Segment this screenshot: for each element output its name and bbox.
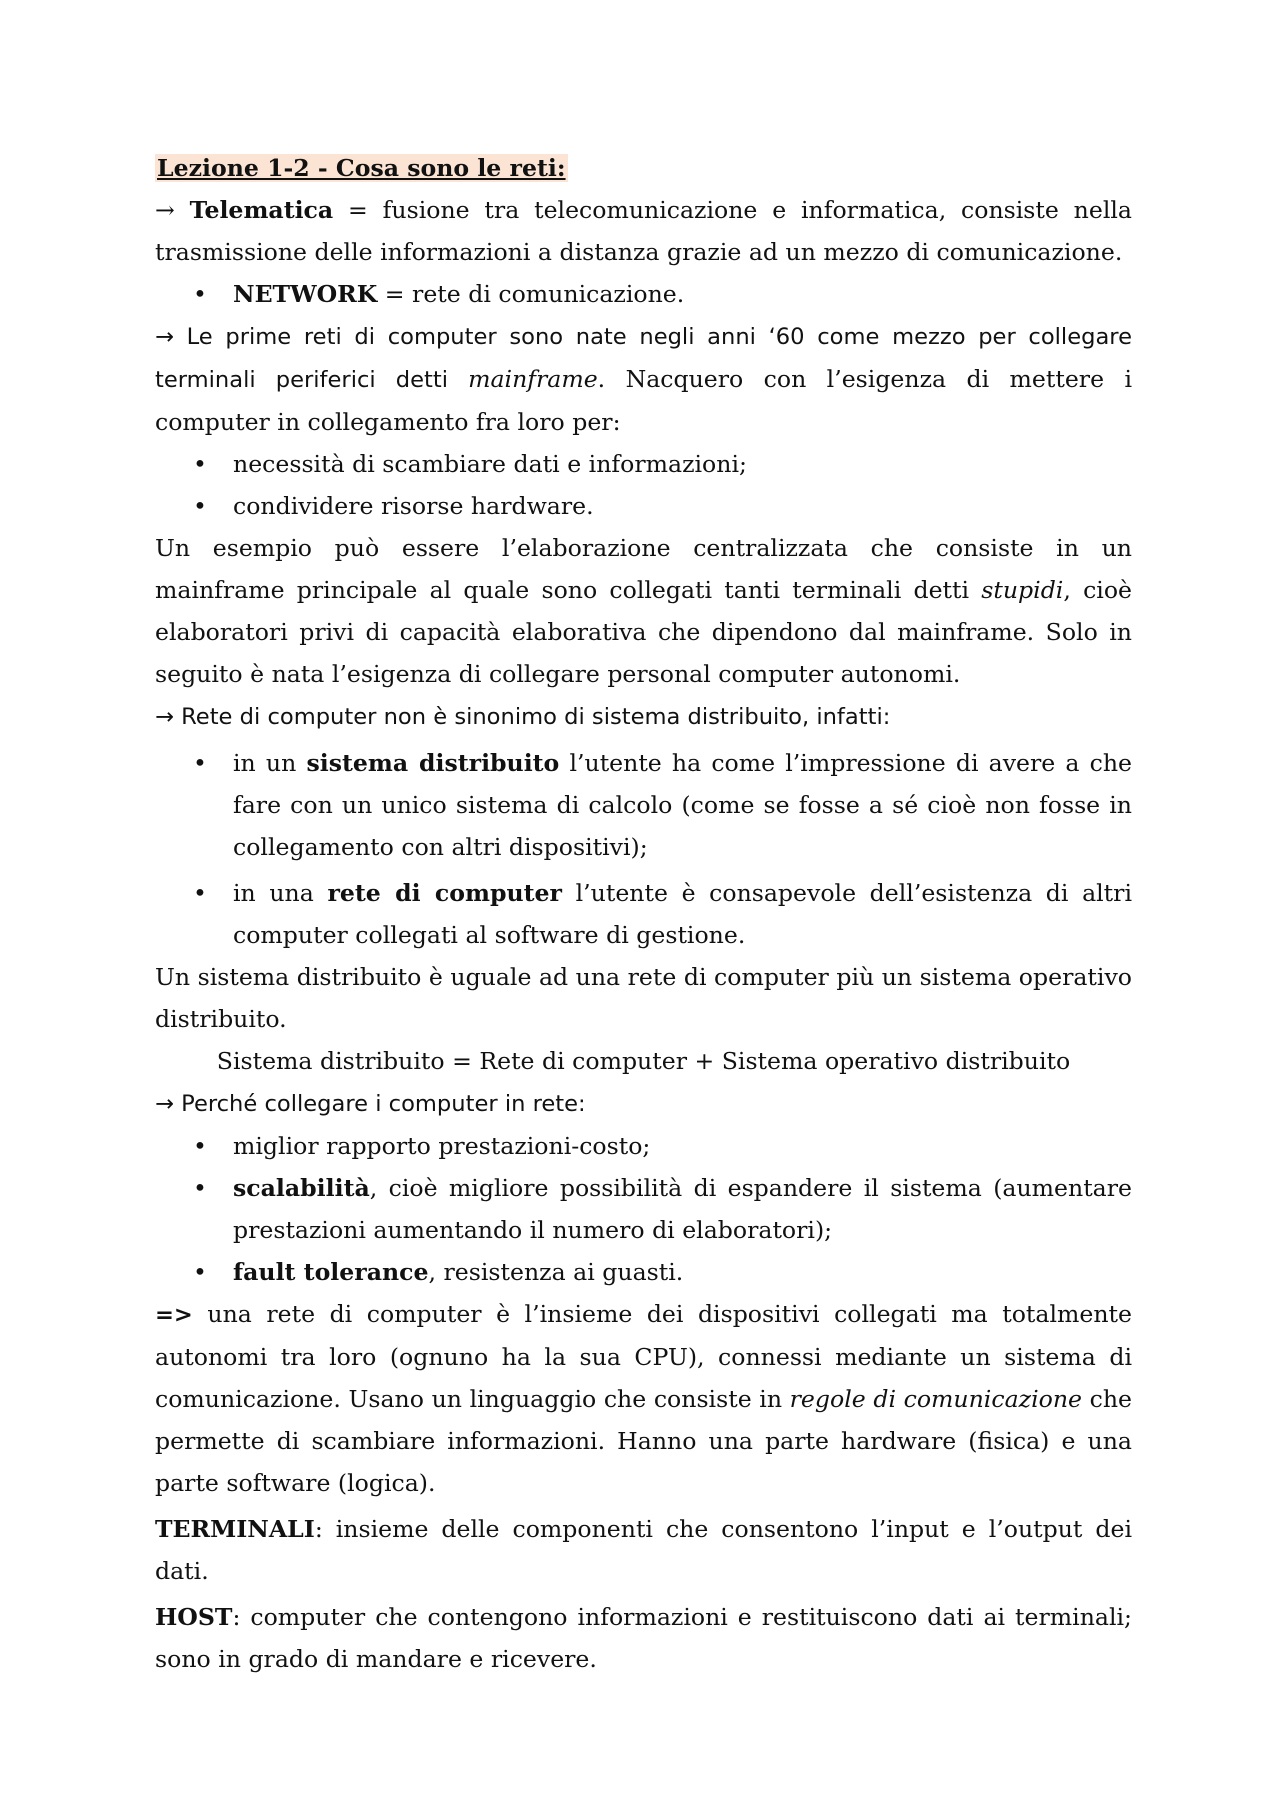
perche-line: → Perché collegare i computer in rete: [155,1091,586,1117]
host-term: HOST [155,1603,233,1631]
arrow-icon: → [155,704,174,730]
list-item: • scalabilità, cioè migliore possibilità di espandere il sistema (aumentare prestazioni aumentando il numero di elaboratori); [155,1167,1132,1251]
rete-vs-line: → Rete di computer non è sinonimo di sistema distribuito, infatti: [155,704,891,730]
bullet-icon: • [193,492,207,520]
distrib-list [155,742,1132,956]
telematica-term: Telematica [189,196,334,224]
list-item: • necessità di scambiare dati e informazioni; [155,443,1132,485]
network-term: NETWORK [233,280,378,308]
bullet-icon: • [193,1174,207,1202]
regole-term: regole di comunicazione [789,1385,1082,1413]
arrow-icon: → [155,196,175,224]
esempio-paragraph: Un esempio può essere l’elaborazione centralizzata che consiste in un mainframe principale al quale sono collegati tanti terminali detti stupidi, cioè elaboratori privi di capacità elaborativa che dipendono dal mainframe. Solo in seguito è nata l’esigenza di collegare personal computer autonomi. [155,534,1132,688]
list-item: • fault tolerance, resistenza ai guasti. [155,1251,1132,1293]
reasons-list [155,1125,1132,1293]
telematica-definition: fusione tra telecomunicazione e informatica, consiste nella trasmissione delle informazioni a distanza grazie ad un mezzo di comunicazione. [155,196,1132,266]
telematica-paragraph: → Telematica = fusione tra telecomunicazione e informatica, consiste nella trasmissione delle informazioni a distanza grazie ad un mezzo di comunicazione. [155,196,1132,266]
arrow-icon: → [155,324,174,350]
list-item: • condividere risorse hardware. [155,485,1132,527]
arrow-icon: → [155,1091,174,1117]
bullet-icon: • [193,450,207,478]
bullet-icon: • [193,1258,207,1286]
terminali-term: TERMINALI [155,1515,315,1543]
lesson-title: Lezione 1-2 - Cosa sono le reti: [157,154,566,182]
bullet-icon: • [193,879,207,907]
mainframe-term: mainframe [468,365,598,393]
prime-reti-paragraph: → Le prime reti di computer sono nate negli anni ‘60 come mezzo per collegare terminali periferici detti mainframe. Nacquero con l’esigenza di mettere i computer in collegamento fra loro per: [155,324,1132,436]
sistema-def-paragraph: Un sistema distribuito è uguale ad una rete di computer più un sistema operativo distribuito. [155,963,1132,1033]
list-item: • in un sistema distribuito l’utente ha come l’impressione di avere a che fare con un unico sistema di calcolo (come se fosse a sé cioè non fosse in collegamento con altri dispositivi); [155,742,1132,868]
conclusione-paragraph: => una rete di computer è l’insieme dei dispositivi collegati ma totalmente autonomi tra loro (ognuno ha la sua CPU), connessi mediante un sistema di comunicazione. Usano un linguaggio che consiste in regole di comunicazione che permette di scambiare informazioni. Hanno una parte hardware (fisica) e una parte software (logica). [155,1300,1132,1497]
formula-line: Sistema distribuito = Rete di computer + Sistema operativo distribuito [216,1047,1071,1075]
bullet-icon: • [193,1132,207,1160]
bullet-icon: • [193,280,207,308]
network-list [155,273,1132,315]
needs-list [155,443,1132,527]
list-item: • NETWORK = rete di comunicazione. [155,273,1132,315]
double-arrow-icon: => [155,1302,193,1328]
list-item: • miglior rapporto prestazioni-costo; [155,1125,1132,1167]
lesson-title-line [155,147,1132,189]
bullet-icon: • [193,749,207,777]
list-item: • in una rete di computer l’utente è consapevole dell’esistenza di altri computer collegati al software di gestione. [155,872,1132,956]
stupidi-term: stupidi [981,576,1064,604]
host-paragraph: HOST: computer che contengono informazioni e restituiscono dati ai terminali; sono in grado di mandare e ricevere. [155,1603,1132,1673]
terminali-paragraph: TERMINALI: insieme delle componenti che consentono l’input e l’output dei dati. [155,1515,1132,1585]
document-body [155,147,1132,1680]
